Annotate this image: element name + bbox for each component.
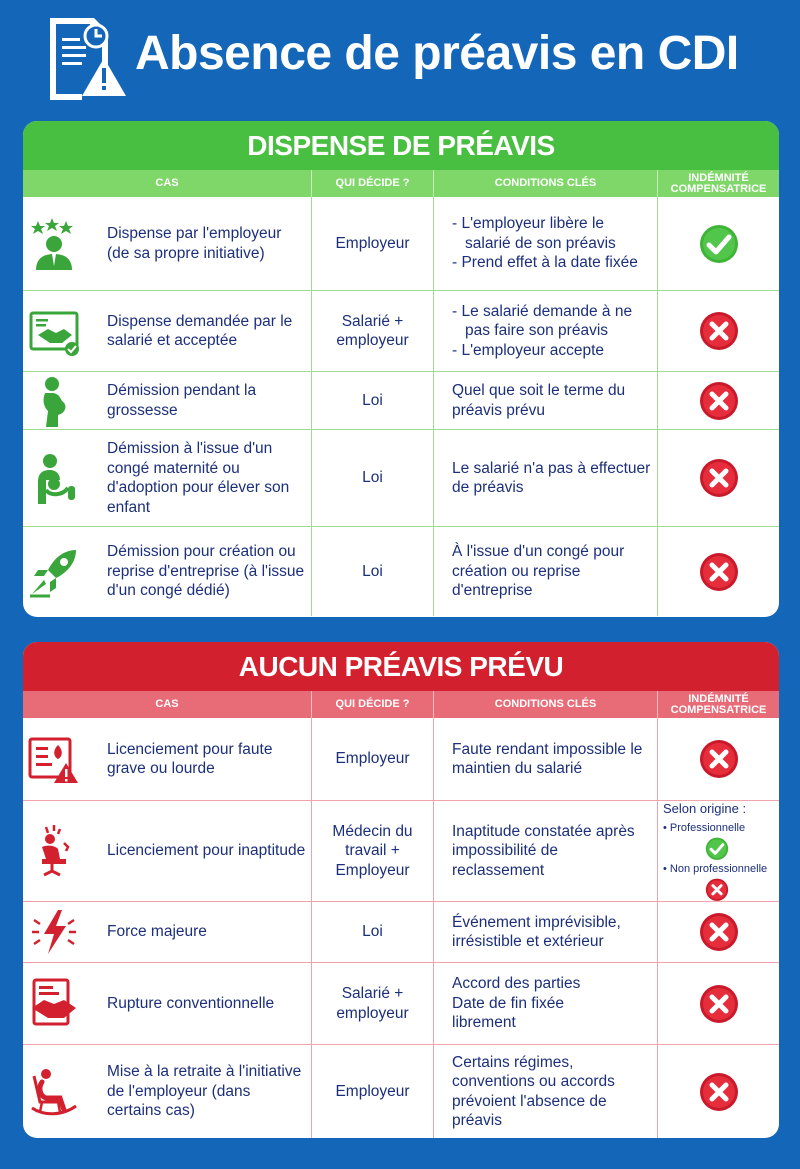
- cas-text: Démission pour création ou reprise d'entreprise (à l'issue d'un congé dédié): [107, 543, 305, 600]
- cas-text: Licenciement pour faute grave ou lourde: [107, 740, 273, 777]
- conditions-cell: Événement imprévisible, irrésistible et extérieur: [434, 902, 658, 962]
- conditions-cell: Quel que soit le terme du préavis prévu: [434, 372, 658, 429]
- cas-text: Licenciement pour inaptitude: [107, 842, 306, 860]
- cross-icon: [699, 1072, 739, 1112]
- cross-icon: [705, 878, 729, 902]
- cross-icon: [699, 552, 739, 592]
- pregnant-woman-icon: [28, 375, 80, 427]
- table-row: [23, 962, 779, 1044]
- table-row: [23, 371, 779, 429]
- cas-text: Démission à l'issue d'un congé maternité ou d'adoption pour élever son enfant: [107, 440, 290, 516]
- table-row: [23, 197, 779, 290]
- cross-icon: [699, 912, 739, 952]
- cross-icon: [699, 311, 739, 351]
- qui-text: Médecin du travail + Employeur: [312, 801, 434, 901]
- qui-text: Loi: [312, 527, 434, 616]
- table-header: [23, 170, 779, 197]
- origin-nonpro: • Non professionnelle: [663, 862, 768, 875]
- check-icon: [699, 224, 739, 264]
- col-qui: QUI DÉCIDE ?: [312, 691, 434, 718]
- table-row: [23, 290, 779, 371]
- fire-document-warning-icon: [28, 733, 80, 785]
- table-row: [23, 526, 779, 616]
- table-row: [23, 429, 779, 526]
- cross-icon: [699, 458, 739, 498]
- cas-text: Démission pendant la grossesse: [107, 382, 257, 419]
- conditions-cell: Accord des parties Date de fin fixée librement: [434, 963, 658, 1044]
- qui-text: Salarié + employeur: [312, 291, 434, 371]
- cas-text: Dispense demandée par le salarié et acceptée: [107, 312, 293, 349]
- handshake-document-icon: [28, 978, 80, 1030]
- qui-text: Loi: [312, 430, 434, 526]
- col-indemnite: INDÉMNITÉ COMPENSATRICE: [670, 692, 767, 716]
- origin-pro: • Professionnelle: [663, 822, 746, 834]
- col-cas: CAS: [23, 170, 312, 197]
- table-header: [23, 691, 779, 718]
- col-conditions: CONDITIONS CLÉS: [434, 170, 658, 197]
- conditions-cell: - Le salarié demande à ne pas faire son préavis - L'employeur accepte: [434, 291, 658, 371]
- col-conditions: CONDITIONS CLÉS: [434, 691, 658, 718]
- cas-text: Dispense par l'employeur (de sa propre initiative): [107, 225, 282, 262]
- col-indemnite: INDÉMNITÉ COMPENSATRICE: [670, 171, 767, 195]
- section-title: AUCUN PRÉAVIS PRÉVU: [23, 642, 779, 691]
- table-row: [23, 1044, 779, 1138]
- col-cas: CAS: [23, 691, 312, 718]
- aucun-section: [23, 642, 779, 1138]
- cas-text: Force majeure: [107, 923, 207, 941]
- indemnite-multi: [658, 801, 779, 901]
- cas-text: Rupture conventionnelle: [107, 994, 275, 1012]
- cas-text: Mise à la retraite à l'initiative de l'employeur (dans certains cas): [107, 1063, 302, 1120]
- employee-stars-icon: [28, 218, 80, 270]
- qui-text: Loi: [312, 372, 434, 429]
- table-row: [23, 718, 779, 800]
- qui-text: Loi: [312, 902, 434, 962]
- qui-text: Employeur: [312, 197, 434, 290]
- col-qui: QUI DÉCIDE ?: [312, 170, 434, 197]
- check-icon: [705, 837, 729, 861]
- conditions-cell: Le salarié n'a pas à effectuer de préavis: [434, 430, 658, 526]
- conditions-cell: Faute rendant impossible le maintien du salarié: [434, 718, 658, 800]
- conditions-cell: Certains régimes, conventions ou accords prévoient l'absence de préavis: [434, 1045, 658, 1138]
- conditions-cell: Inaptitude constatée après impossibilité de reclassement: [434, 801, 658, 901]
- handshake-contract-icon: [28, 305, 80, 357]
- table-row: [23, 800, 779, 901]
- lightning-icon: [28, 906, 80, 958]
- conditions-cell: - L'employeur libère le salarié de son préavis - Prend effet à la date fixée: [434, 197, 658, 290]
- origin-label: Selon origine :: [663, 801, 747, 816]
- cross-icon: [699, 984, 739, 1024]
- back-pain-icon: [28, 825, 80, 877]
- qui-text: Employeur: [312, 1045, 434, 1138]
- table-row: [23, 901, 779, 962]
- dispense-section: [23, 121, 779, 617]
- document-warning-icon: [42, 14, 128, 100]
- cross-icon: [699, 381, 739, 421]
- rocking-chair-icon: [28, 1066, 80, 1118]
- rocket-icon: [28, 546, 80, 598]
- page-header: [0, 0, 800, 110]
- conditions-cell: À l'issue d'un congé pour création ou reprise d'entreprise: [434, 527, 658, 616]
- qui-text: Salarié + employeur: [312, 963, 434, 1044]
- page-title: Absence de préavis en CDI: [135, 27, 739, 80]
- section-title: DISPENSE DE PRÉAVIS: [23, 121, 779, 170]
- cross-icon: [699, 739, 739, 779]
- qui-text: Employeur: [312, 718, 434, 800]
- mother-baby-icon: [28, 452, 80, 504]
